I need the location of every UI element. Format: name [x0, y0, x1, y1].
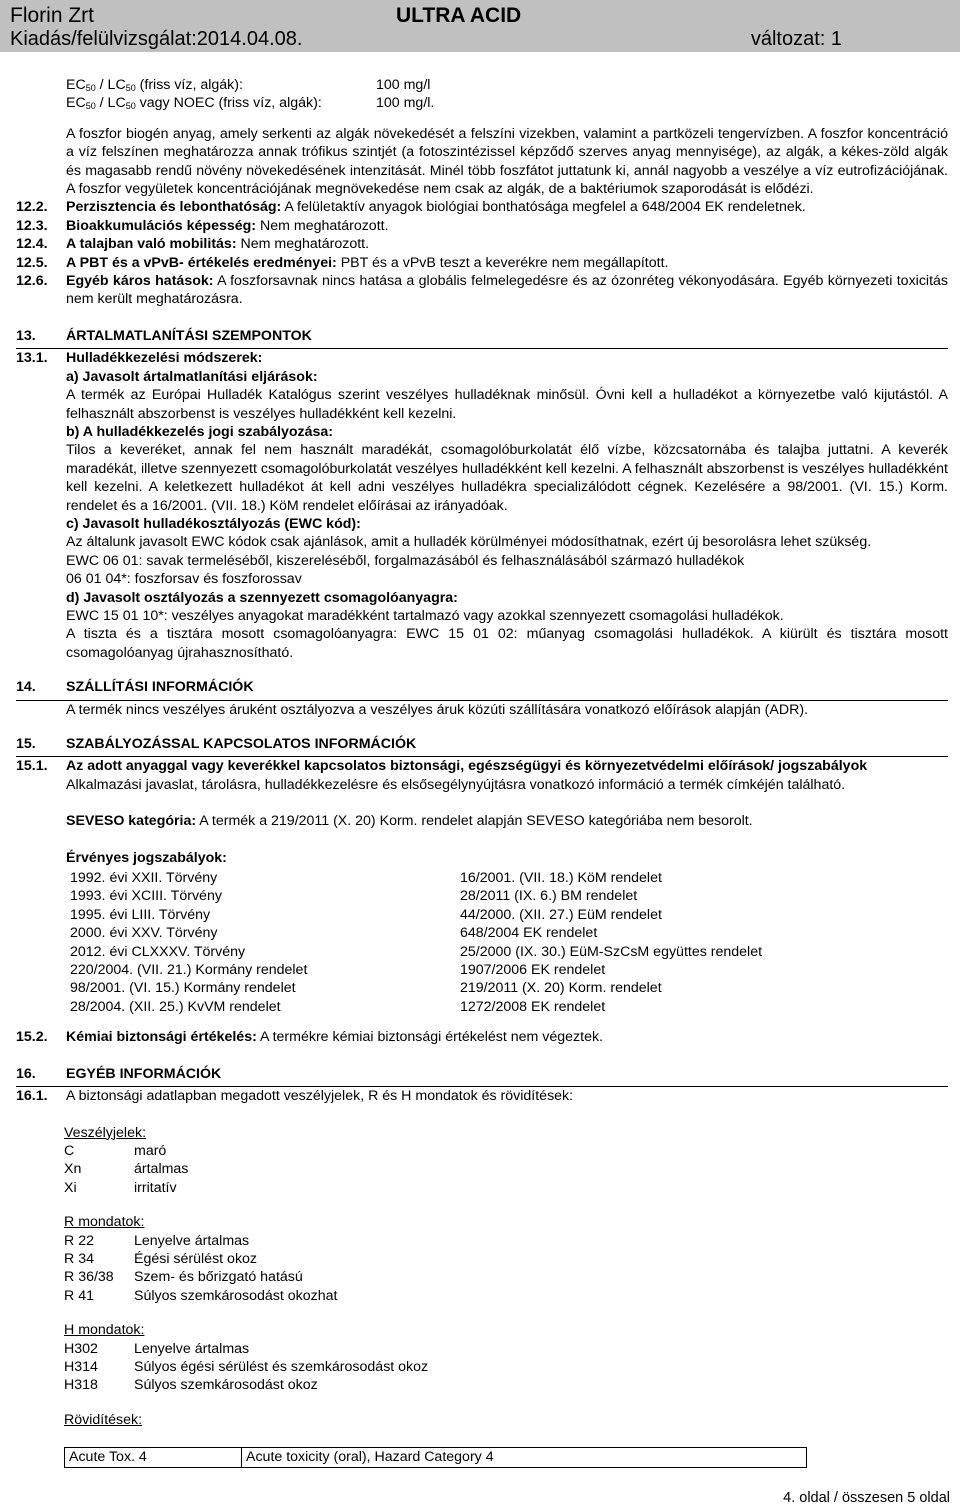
- table-row: [65, 1448, 807, 1467]
- section-number: 16.1.: [16, 1088, 48, 1105]
- abbreviation-meaning-cell: Acute toxicity (oral), Hazard Category 4: [242, 1448, 807, 1467]
- r-phrase-text: Lenyelve ártalmas: [134, 1232, 250, 1249]
- law-item: 1995. évi LIII. Törvény: [70, 906, 211, 923]
- section-title: SZÁLLÍTÁSI INFORMÁCIÓK: [66, 679, 254, 696]
- item-text: PBT és a vPvB teszt a keverékre nem megállapított.: [336, 254, 669, 271]
- hazard-code: Xn: [64, 1161, 82, 1178]
- r-phrase-code: R 34: [64, 1250, 94, 1267]
- ec-sub: 50: [85, 83, 96, 93]
- r-phrase-row: [64, 1287, 948, 1305]
- h-phrase-text: Lenyelve ártalmas: [134, 1340, 250, 1357]
- r-phrase-row: [64, 1250, 948, 1268]
- laws-list: [16, 869, 948, 1016]
- waste-c-title: c) Javasolt hulladékosztályozás (EWC kód):: [66, 515, 361, 532]
- section-number: 15.1.: [16, 758, 48, 775]
- ec-label: / LC: [95, 77, 126, 93]
- section-number: 12.4.: [16, 236, 48, 253]
- h-phrases-title: H mondatok:: [64, 1322, 145, 1339]
- waste-d-text: A tiszta és a tisztára mosott csomagolóanyagra: EWC 15 01 02: műanyag csomagolási hulladékok. A kiürült és tisztára mosott csomagolóanyag újrahasznosítható.: [66, 626, 948, 661]
- section-number: 12.2.: [16, 199, 48, 216]
- h-phrases-list: [16, 1321, 948, 1395]
- company-name: Florin Zrt: [10, 4, 94, 27]
- hazard-code: Xi: [64, 1179, 77, 1196]
- abbreviations-title: Rövidítések:: [64, 1411, 143, 1428]
- section-16-1: [16, 1087, 948, 1105]
- r-phrase-code: R 41: [64, 1287, 94, 1304]
- subsection-text: A biztonsági adatlapban megadott veszélyjelek, R és H mondatok és rövidítések:: [66, 1088, 574, 1105]
- seveso-label: SEVESO kategória:: [66, 813, 197, 830]
- law-item: 44/2000. (XII. 27.) EüM rendelet: [460, 906, 662, 923]
- section-13-1: [16, 349, 948, 367]
- section-16-heading: [16, 1065, 948, 1083]
- item-text: A termékre kémiai biztonsági értékelést nem végeztek.: [256, 1029, 603, 1046]
- ec-label: EC: [66, 95, 86, 112]
- product-name: ULTRA ACID: [396, 4, 522, 27]
- law-item: 2000. évi XXV. Törvény: [70, 925, 218, 942]
- item-label: Bioakkumulációs képesség:: [66, 217, 257, 234]
- item-text: A felületaktív anyagok biológiai bonthatósága megfelel a 648/2004 EK rendeletnek.: [281, 199, 806, 216]
- item-text: A foszforsavnak nincs hatása a globális felmelegedésre és az ózonréteg vékonyodására. Egyéb környezeti toxicitás nem került meghatározásra.: [66, 273, 948, 308]
- law-item: 1992. évi XXII. Törvény: [70, 870, 218, 887]
- laws-right-column: [460, 869, 762, 1016]
- abbreviation-cell: Acute Tox. 4: [65, 1448, 242, 1467]
- hazard-meaning: ártalmas: [134, 1161, 189, 1178]
- ec-label: (friss víz, algák):: [135, 77, 243, 93]
- h-phrase-code: H302: [64, 1340, 98, 1357]
- section-12-5: [16, 254, 948, 272]
- abbreviations-title-wrap: [16, 1411, 948, 1429]
- law-item: 98/2001. (VI. 15.) Kormány rendelet: [70, 980, 296, 997]
- section-12-2: [16, 198, 948, 216]
- section-number: 15.2.: [16, 1029, 48, 1046]
- r-phrase-row: [64, 1232, 948, 1250]
- hazard-row: [64, 1142, 948, 1160]
- law-item: 1272/2008 EK rendelet: [460, 998, 606, 1015]
- law-item: 2012. évi CLXXXV. Törvény: [70, 943, 246, 960]
- waste-d-title: d) Javasolt osztályozás a szennyezett csomagolóanyagra:: [66, 589, 458, 606]
- law-item: 25/2000 (IX. 30.) EüM-SzCsM együttes rendelet: [460, 943, 763, 960]
- hazard-symbols-title: Veszélyjelek:: [64, 1124, 147, 1141]
- r-phrases-title: R mondatok:: [64, 1214, 145, 1231]
- section-12-3: [16, 217, 948, 235]
- ec-sub: 50: [125, 83, 136, 93]
- h-phrase-row: [64, 1376, 948, 1394]
- item-text: Nem meghatározott.: [256, 217, 389, 234]
- item-text: Nem meghatározott.: [236, 236, 370, 253]
- hazard-symbols-list: [16, 1124, 948, 1198]
- hazard-row: [64, 1179, 948, 1197]
- r-phrase-row: [64, 1268, 948, 1286]
- abbreviations-table: [64, 1447, 807, 1467]
- ec-label: vagy NOEC (friss víz, algák):: [135, 95, 322, 112]
- waste-b-text: Tilos a keveréket, annak fel nem használt maradékát, csomagolóburkolatát élő vízbe, közcsatornába és talajba juttatni. A keverék maradékát, illetve szennyezett csomagolóburkolatát veszélyes hulladékként kell kezelni. A felhasznált abszorbenst is veszélyes hulladékként kell kezelni. A keletkezett hulladékot át kell adni veszélyes hulladékra specializálódott cégnek. Kezelésére a 98/2001. (VI. 15.) Korm. rendelet és a 16/2001. (VII. 18.) KöM rendelet előírásai az irányadóak.: [66, 442, 948, 514]
- h-phrase-row: [64, 1358, 948, 1376]
- law-item: 220/2004. (VII. 21.) Kormány rendelet: [70, 962, 308, 979]
- law-item: 28/2004. (XII. 25.) KvVM rendelet: [70, 998, 281, 1015]
- waste-c-text: 06 01 04*: foszforsav és foszforossav: [66, 571, 302, 588]
- r-phrase-text: Súlyos szemkárosodást okozhat: [134, 1287, 338, 1304]
- waste-a-text: A termék az Európai Hulladék Katalógus szerint veszélyes hulladéknak minősül. Óvni kell a hulladékot a környezetbe való kijutástól. A felhasznált abszorbenst is veszélyes hulladékként kell kezelni.: [66, 387, 948, 422]
- page-header: [0, 0, 960, 52]
- h-phrase-code: H318: [64, 1377, 98, 1394]
- section-number: 16.: [16, 1065, 36, 1082]
- item-label: Kémiai biztonsági értékelés:: [66, 1029, 257, 1046]
- laws-title: Érvényes jogszabályok:: [66, 849, 227, 866]
- h-phrase-text: Súlyos égési sérülést és szemkárosodást okoz: [134, 1358, 429, 1375]
- r-phrases-list: [16, 1213, 948, 1305]
- law-item: 219/2011 (X. 20) Korm. rendelet: [460, 980, 662, 997]
- r-phrase-text: Szem- és bőrizgató hatású: [134, 1269, 303, 1286]
- r-phrase-code: R 22: [64, 1232, 94, 1249]
- law-item: 1993. évi XCIII. Törvény: [70, 888, 222, 905]
- h-phrase-code: H314: [64, 1358, 98, 1375]
- section-number: 13.1.: [16, 350, 48, 367]
- item-label: A talajban való mobilitás:: [66, 236, 237, 253]
- section-15-2: [16, 1028, 948, 1046]
- law-item: 28/2011 (IX. 6.) BM rendelet: [460, 888, 638, 905]
- item-label: Egyéb káros hatások:: [66, 273, 214, 290]
- section-number: 12.5.: [16, 254, 48, 271]
- seveso-text: A termék a 219/2011 (X. 20) Korm. rendelet alapján SEVESO kategóriába nem besorolt.: [196, 813, 753, 830]
- waste-c-text: Az általunk javasolt EWC kódok csak ajánlások, amit a hulladék körülményei módosíthatnak, ezért új besorolásra lehet szükség.: [66, 534, 872, 551]
- section-number: 15.: [16, 736, 36, 752]
- hazard-row: [64, 1160, 948, 1178]
- version-label: változat: 1: [750, 28, 842, 50]
- regulation-text: Alkalmazási javaslat, tárolásra, hulladékkezelésre és elsősegélynyújtásra vonatkozó információ a termék címkéjén található.: [66, 776, 846, 793]
- item-label: Perzisztencia és lebonthatóság:: [66, 199, 282, 216]
- laws-left-column: [66, 869, 460, 1016]
- r-phrase-text: Égési sérülést okoz: [134, 1250, 258, 1267]
- section-number: 12.6.: [16, 273, 48, 290]
- waste-b-title: b) A hulladékkezelés jogi szabályozása:: [66, 423, 334, 440]
- document-content: [16, 76, 948, 1468]
- seveso-line: [16, 812, 948, 830]
- section-12-6: [16, 272, 948, 309]
- waste-c-text: EWC 06 01: savak termeléséből, kiszereléséből, forgalmazásából és felhasználásából származó hulladékok: [66, 552, 745, 569]
- hazard-code: C: [64, 1142, 75, 1159]
- h-phrase-text: Súlyos szemkárosodást okoz: [134, 1377, 318, 1394]
- law-item: 1907/2006 EK rendelet: [460, 962, 606, 979]
- waste-d-text: EWC 15 01 10*: veszélyes anyagokat maradékként tartalmazó vagy azokkal szennyezett csomagolási hulladékok.: [66, 607, 784, 624]
- section-title: EGYÉB INFORMÁCIÓK: [66, 1065, 222, 1082]
- section-15-heading: [16, 735, 948, 753]
- ec-row: [16, 76, 948, 94]
- hazard-meaning: maró: [134, 1142, 167, 1159]
- r-phrase-code: R 36/38: [64, 1269, 114, 1286]
- section-title: ÁRTALMATLANÍTÁSI SZEMPONTOK: [66, 327, 312, 344]
- hazard-meaning: irritatív: [134, 1179, 177, 1196]
- law-item: 16/2001. (VII. 18.) KöM rendelet: [460, 870, 662, 887]
- foszfor-paragraph: A foszfor biogén anyag, amely serkenti az algák növekedését a felszíni vizekben, valamint a partközeli tengervízben. A foszfor koncentráció a víz felszínen meghatározza annak trófikus szintjét (a fotoszintézissel képződő szerves anyag mennyisége), az algák, a kékes-zöld algák és magasabb rendű növény növekedésének intenzitását. Minél több foszfátot juttatunk ki, annál nagyobb a veszélye a víz eutrofizációjának. A foszfor vegyületek koncentrációjának megnövekedése nem csak az algák, de a baktériumok szaporodását is elődézi.: [66, 125, 948, 198]
- item-label: A PBT és a vPvB- értékelés eredményei:: [66, 254, 337, 271]
- section-number: 14.: [16, 679, 36, 696]
- section-14-heading: [16, 678, 948, 696]
- ec-label: EC: [66, 77, 86, 93]
- section-number: 13.: [16, 327, 36, 344]
- subsection-title: Az adott anyaggal vagy keverékkel kapcsolatos biztonsági, egészségügyi és környezetvédelmi előírások/ jogszabályok: [66, 758, 868, 775]
- section-15-1: [16, 757, 948, 775]
- ec-sub: 50: [85, 101, 96, 112]
- ec-row: [16, 94, 948, 112]
- section-13-heading: [16, 327, 948, 345]
- section-12-4: [16, 235, 948, 253]
- section-number: 12.3.: [16, 217, 48, 234]
- transport-text: A termék nincs veszélyes áruként osztályozva a veszélyes áruk közúti szállítására vonatkozó előírások alapján (ADR).: [66, 701, 809, 718]
- ec-sub: 50: [125, 101, 136, 112]
- waste-a-title: a) Javasolt ártalmatlanítási eljárások:: [66, 368, 318, 385]
- h-phrase-row: [64, 1340, 948, 1358]
- page-footer: 4. oldal / összesen 5 oldal: [783, 1490, 950, 1506]
- section-title: SZABÁLYOZÁSSAL KAPCSOLATOS INFORMÁCIÓK: [66, 736, 417, 752]
- revision-date: Kiadás/felülvizsgálat:2014.04.08.: [10, 28, 303, 50]
- subsection-title: Hulladékkezelési módszerek:: [66, 350, 263, 367]
- law-item: 648/2004 EK rendelet: [460, 925, 598, 942]
- ec-value: 100 mg/l: [376, 77, 431, 93]
- ec-value: 100 mg/l.: [376, 95, 435, 112]
- ec-label: / LC: [95, 95, 126, 112]
